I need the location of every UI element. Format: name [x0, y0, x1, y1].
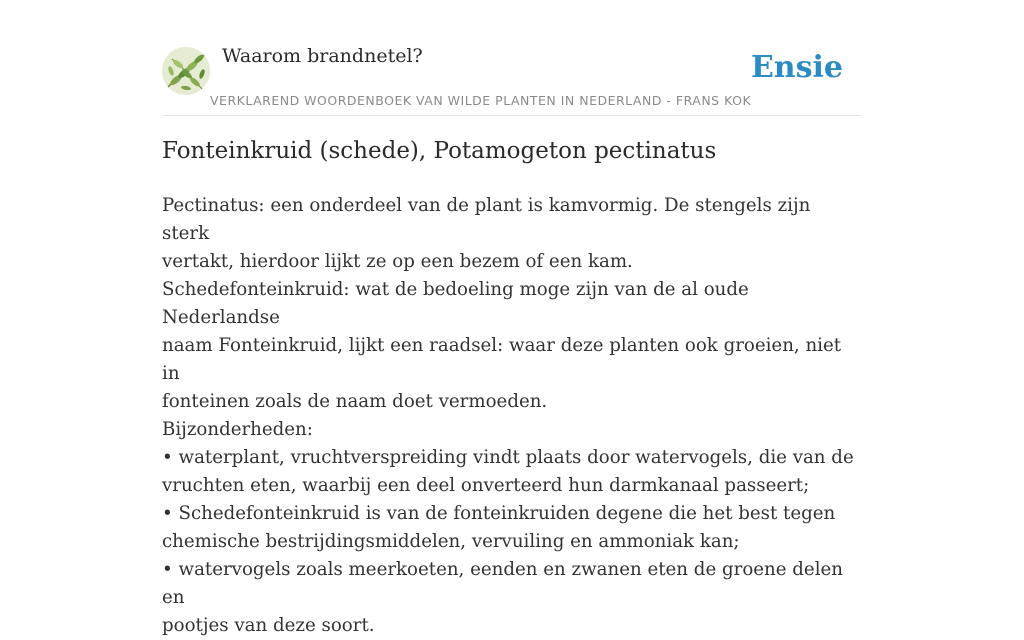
entry-line: • watervogels zoals meerkoeten, eenden en zwanen eten de groene delen en — [162, 559, 843, 608]
entry-line: chemische bestrijdingsmiddelen, vervuiling en ammoniak kan; — [162, 531, 740, 552]
entry-line: vertakt, hierdoor lijkt ze op een bezem of een kam. — [162, 251, 633, 272]
site-subtitle: VERKLAREND WOORDENBOEK VAN WILDE PLANTEN IN NEDERLAND - FRANS KOK — [210, 93, 752, 108]
entry-line: Bijzonderheden: — [162, 419, 313, 440]
header — [162, 0, 862, 116]
entry-title: Fonteinkruid (schede), Potamogeton pectinatus — [162, 138, 717, 164]
entry-line: • waterplant, vruchtverspreiding vindt plaats door watervogels, die van de — [162, 447, 854, 468]
brand-logo-link[interactable]: Ensie — [750, 50, 843, 85]
site-title-link[interactable]: Waarom brandnetel? — [222, 45, 423, 67]
leaf-illustration-icon[interactable] — [162, 47, 210, 95]
entry-line: Schedefonteinkruid: wat de bedoeling moge zijn van de al oude Nederlandse — [162, 279, 749, 328]
entry-line: • Schedefonteinkruid is van de fonteinkruiden degene die het best tegen — [162, 503, 836, 524]
entry-body — [162, 192, 862, 640]
entry-line: pootjes van deze soort. — [162, 615, 375, 636]
page — [162, 0, 862, 636]
entry-line: naam Fonteinkruid, lijkt een raadsel: waar deze planten ook groeien, niet in — [162, 335, 842, 384]
entry-line: fonteinen zoals de naam doet vermoeden. — [162, 391, 548, 412]
entry-line: vruchten eten, waarbij een deel onverteerd hun darmkanaal passeert; — [162, 475, 810, 496]
entry-line: Pectinatus: een onderdeel van de plant is kamvormig. De stengels zijn sterk — [162, 195, 811, 244]
